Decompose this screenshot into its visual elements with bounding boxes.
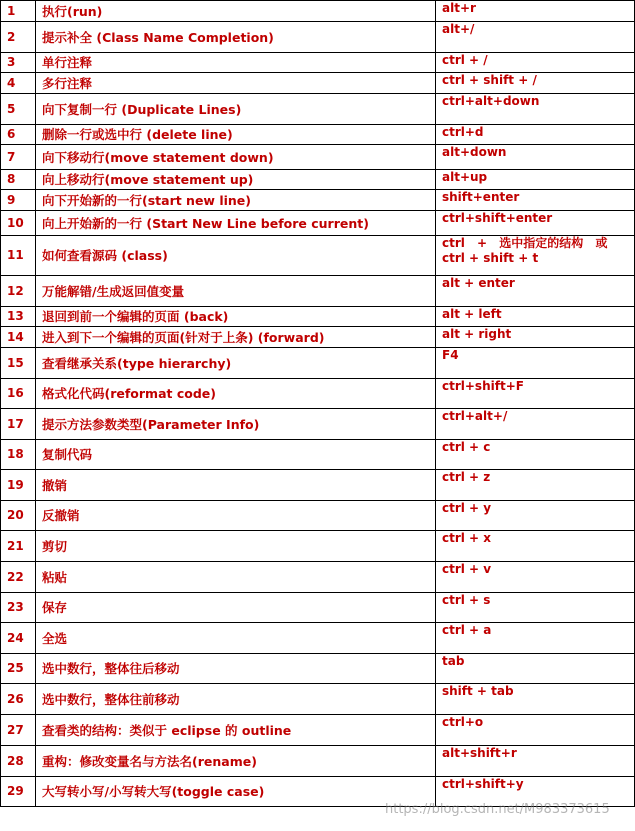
shortcut-keys — [436, 562, 635, 593]
row-number: 4 — [1, 73, 36, 94]
table-row — [1, 276, 635, 307]
action-description: 多行注释 — [36, 73, 436, 94]
action-description: 选中数行，整体往前移动 — [36, 684, 436, 715]
row-number: 12 — [1, 276, 36, 307]
shortcut-key-text: ctrl + z — [442, 470, 491, 484]
shortcut-keys — [436, 307, 635, 327]
shortcut-keys — [436, 684, 635, 715]
shortcut-key-text: ctrl + s — [442, 593, 491, 607]
shortcut-keys — [436, 94, 635, 125]
shortcut-keys — [436, 654, 635, 684]
action-description: 删除一行或选中行 (delete line) — [36, 125, 436, 145]
action-description: 反撤销 — [36, 501, 436, 531]
row-number: 2 — [1, 22, 36, 53]
action-description: 保存 — [36, 593, 436, 623]
shortcut-keys — [436, 593, 635, 623]
action-description: 向下移动行(move statement down) — [36, 145, 436, 170]
action-description: 如何查看源码 (class) — [36, 236, 436, 276]
row-number: 24 — [1, 623, 36, 654]
table-row — [1, 593, 635, 623]
row-number: 23 — [1, 593, 36, 623]
row-number: 27 — [1, 715, 36, 746]
shortcut-keys — [436, 623, 635, 654]
row-number: 16 — [1, 379, 36, 409]
table-row — [1, 211, 635, 236]
shortcut-keys — [436, 1, 635, 22]
shortcut-key-text: alt + right — [442, 327, 512, 341]
shortcut-key-text: ctrl + y — [442, 501, 492, 515]
shortcut-keys — [436, 145, 635, 170]
shortcut-key-text: ctrl + 选中指定的结构 或 — [442, 236, 608, 250]
action-description: 剪切 — [36, 531, 436, 562]
action-description: 提示补全 (Class Name Completion) — [36, 22, 436, 53]
shortcut-key-text: ctrl + c — [442, 440, 491, 454]
shortcut-keys — [436, 190, 635, 211]
shortcut-key-text: ctrl + a — [442, 623, 492, 637]
shortcut-keys — [436, 73, 635, 94]
table-row — [1, 348, 635, 379]
action-description: 撤销 — [36, 470, 436, 501]
action-description: 粘贴 — [36, 562, 436, 593]
shortcut-keys — [436, 125, 635, 145]
shortcut-key-text: ctrl+shift+enter — [442, 211, 553, 225]
shortcut-keys — [436, 440, 635, 470]
action-description: 单行注释 — [36, 53, 436, 73]
shortcut-keys — [436, 53, 635, 73]
table-row — [1, 22, 635, 53]
shortcut-key-text: shift + tab — [442, 684, 514, 698]
action-description: 向下开始新的一行(start new line) — [36, 190, 436, 211]
table-row — [1, 327, 635, 348]
row-number: 28 — [1, 746, 36, 777]
table-row — [1, 170, 635, 190]
table-row — [1, 562, 635, 593]
table-row — [1, 531, 635, 562]
shortcut-key-text: ctrl + shift + / — [442, 73, 537, 87]
shortcut-key-text: ctrl + / — [442, 53, 488, 67]
shortcut-key-text: alt+/ — [442, 22, 475, 36]
row-number: 7 — [1, 145, 36, 170]
action-description: 查看类的结构：类似于 eclipse 的 outline — [36, 715, 436, 746]
table-row — [1, 470, 635, 501]
row-number: 1 — [1, 1, 36, 22]
row-number: 19 — [1, 470, 36, 501]
shortcut-key-text: ctrl + shift + t — [442, 251, 539, 265]
shortcut-key-text: alt+shift+r — [442, 746, 517, 760]
shortcut-key-text: shift+enter — [442, 190, 520, 204]
row-number: 10 — [1, 211, 36, 236]
shortcut-key-text: ctrl+alt+down — [442, 94, 540, 108]
table-row — [1, 684, 635, 715]
action-description: 大写转小写/小写转大写(toggle case) — [36, 777, 436, 807]
shortcut-keys — [436, 379, 635, 409]
action-description: 退回到前一个编辑的页面 (back) — [36, 307, 436, 327]
shortcut-key-text: ctrl+shift+y — [442, 777, 524, 791]
table-row — [1, 94, 635, 125]
row-number: 15 — [1, 348, 36, 379]
row-number: 18 — [1, 440, 36, 470]
shortcut-key-text: alt+up — [442, 170, 488, 184]
action-description: 进入到下一个编辑的页面(针对于上条) (forward) — [36, 327, 436, 348]
shortcut-key-text: alt+r — [442, 1, 476, 15]
row-number: 20 — [1, 501, 36, 531]
action-description: 格式化代码(reformat code) — [36, 379, 436, 409]
table-row — [1, 125, 635, 145]
row-number: 3 — [1, 53, 36, 73]
table-row — [1, 236, 635, 276]
shortcut-keys — [436, 276, 635, 307]
action-description: 向上移动行(move statement up) — [36, 170, 436, 190]
table-row — [1, 409, 635, 440]
shortcut-key-text: alt + enter — [442, 276, 515, 290]
shortcut-keys — [436, 236, 635, 276]
shortcut-keys — [436, 470, 635, 501]
action-description: 向上开始新的一行 (Start New Line before current) — [36, 211, 436, 236]
action-description: 全选 — [36, 623, 436, 654]
shortcut-keys — [436, 746, 635, 777]
shortcut-keys — [436, 409, 635, 440]
shortcut-key-text: ctrl+alt+/ — [442, 409, 508, 423]
shortcut-keys — [436, 501, 635, 531]
row-number: 11 — [1, 236, 36, 276]
action-description: 重构：修改变量名与方法名(rename) — [36, 746, 436, 777]
table-row — [1, 623, 635, 654]
table-row — [1, 145, 635, 170]
shortcut-table-body — [1, 1, 635, 807]
row-number: 5 — [1, 94, 36, 125]
row-number: 8 — [1, 170, 36, 190]
row-number: 17 — [1, 409, 36, 440]
shortcut-keys — [436, 170, 635, 190]
shortcut-key-text: ctrl+o — [442, 715, 484, 729]
action-description: 复制代码 — [36, 440, 436, 470]
table-row — [1, 379, 635, 409]
table-row — [1, 307, 635, 327]
shortcut-key-text: ctrl+shift+F — [442, 379, 524, 393]
table-row — [1, 73, 635, 94]
table-row — [1, 440, 635, 470]
table-row — [1, 1, 635, 22]
shortcut-keys — [436, 715, 635, 746]
shortcut-key-text: ctrl+d — [442, 125, 484, 139]
action-description: 选中数行，整体往后移动 — [36, 654, 436, 684]
table-row — [1, 654, 635, 684]
shortcut-key-text: alt + left — [442, 307, 502, 321]
action-description: 向下复制一行 (Duplicate Lines) — [36, 94, 436, 125]
shortcut-keys — [436, 531, 635, 562]
row-number: 22 — [1, 562, 36, 593]
shortcut-key-text: alt+down — [442, 145, 507, 159]
row-number: 9 — [1, 190, 36, 211]
table-row — [1, 190, 635, 211]
row-number: 13 — [1, 307, 36, 327]
shortcut-keys — [436, 211, 635, 236]
shortcut-keys — [436, 327, 635, 348]
row-number: 6 — [1, 125, 36, 145]
row-number: 25 — [1, 654, 36, 684]
table-row — [1, 715, 635, 746]
action-description: 执行(run) — [36, 1, 436, 22]
row-number: 29 — [1, 777, 36, 807]
shortcut-keys — [436, 22, 635, 53]
shortcut-keys — [436, 348, 635, 379]
table-row — [1, 53, 635, 73]
row-number: 14 — [1, 327, 36, 348]
action-description: 查看继承关系(type hierarchy) — [36, 348, 436, 379]
shortcut-key-text: ctrl + v — [442, 562, 492, 576]
action-description: 提示方法参数类型(Parameter Info) — [36, 409, 436, 440]
watermark: https://blog.csdn.net/M983373615 — [385, 802, 610, 817]
table-row — [1, 501, 635, 531]
shortcut-key-text: F4 — [442, 348, 459, 362]
action-description: 万能解错/生成返回值变量 — [36, 276, 436, 307]
table-row — [1, 746, 635, 777]
row-number: 26 — [1, 684, 36, 715]
shortcut-key-text: ctrl + x — [442, 531, 492, 545]
row-number: 21 — [1, 531, 36, 562]
shortcut-key-text: tab — [442, 654, 465, 668]
